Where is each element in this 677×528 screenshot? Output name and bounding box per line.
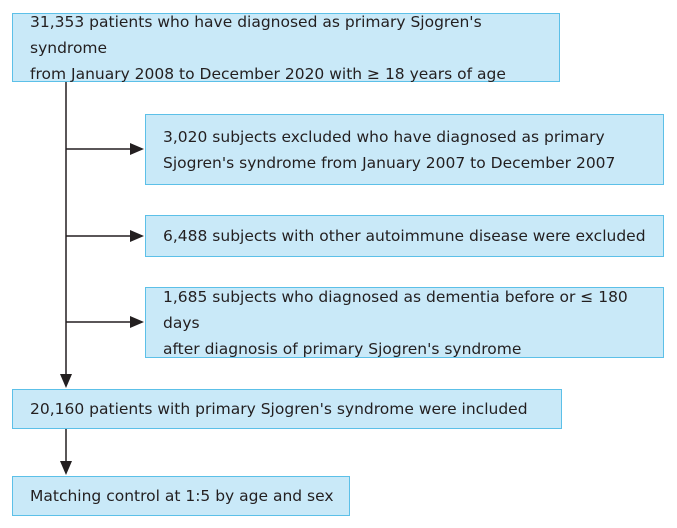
initial-cohort-box	[12, 13, 560, 82]
exclusion-1-line-1: 3,020 subjects excluded who have diagnosed as primary	[163, 127, 605, 146]
branch-arrowhead-exclusion-1	[130, 143, 144, 155]
exclusion-2-line-1: 6,488 subjects with other autoimmune disease were excluded	[163, 227, 646, 245]
included-patients-text: 20,160 patients with primary Sjogren's syndrome were included	[30, 400, 528, 418]
matching-control-box	[12, 476, 350, 516]
branch-arrowhead-exclusion-3	[130, 316, 144, 328]
lower-trunk-arrowhead	[60, 461, 72, 475]
branch-arrowhead-exclusion-2	[130, 230, 144, 242]
exclusion-3-line-2: after diagnosis of primary Sjogren's syndrome	[163, 339, 522, 358]
trunk-arrowhead	[60, 374, 72, 388]
exclusion-3-line-1: 1,685 subjects who diagnosed as dementia before or ≤ 180 days	[163, 287, 628, 332]
initial-cohort-line-1: 31,353 patients who have diagnosed as primary Sjogren's syndrome	[30, 12, 482, 57]
included-patients-box	[12, 389, 562, 429]
exclusion-1-line-2: Sjogren's syndrome from January 2007 to December 2007	[163, 153, 616, 172]
initial-cohort-line-2: from January 2008 to December 2020 with ≥ 18 years of age	[30, 64, 506, 83]
matching-control-text: Matching control at 1:5 by age and sex	[30, 487, 334, 505]
exclusion-box-autoimmune	[145, 215, 664, 257]
exclusion-box-dementia	[145, 287, 664, 358]
exclusion-box-prior-diagnosis	[145, 114, 664, 185]
